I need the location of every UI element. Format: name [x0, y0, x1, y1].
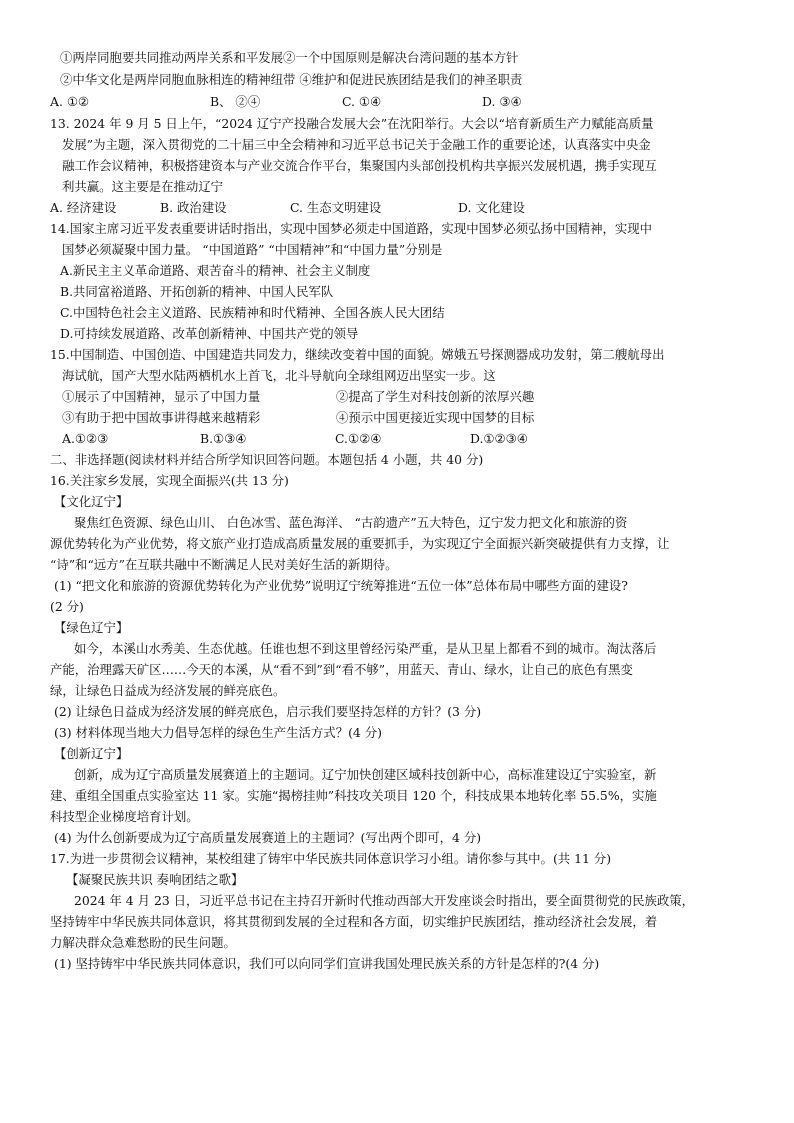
q13-options	[50, 198, 750, 218]
q13-option-c: C. 生态文明建设	[290, 200, 382, 215]
q12-option-d: D. ③④	[482, 94, 522, 109]
section-2-title: 二、非选择题(阅读材料并结合所学知识回答问题。本题包括 4 小题，共 40 分)	[50, 452, 484, 467]
q12-option-c: C. ①④	[342, 94, 382, 109]
q13-stem-line1: 13. 2024 年 9 月 5 日上午，“2024 辽宁产投融合发展大会”在沈阳举行。大会以“培育新质生产力赋能高质量	[50, 116, 654, 131]
q15-statement-4: ④预示中国更接近实现中国梦的目标	[336, 410, 535, 425]
q12-statement-line1: ①两岸同胞要共同推动两岸关系和平发展②一个中国原则是解决台湾问题的基本方针	[60, 50, 519, 65]
q15-option-a: A.①②③	[62, 431, 109, 446]
q16-sub2: (2) 让绿色日益成为经济发展的鲜亮底色，启示我们要坚持怎样的方针？(3 分)	[54, 704, 482, 719]
q16-sub1: (1) “把文化和旅游的资源优势转化为产业优势”说明辽宁统筹推进“五位一体”总体布局中哪些方面的建设?	[54, 578, 628, 593]
q17-para-line2: 坚持铸牢中华民族共同体意识，将其贯彻到发展的全过程和各方面，切实维护民族团结，推动经济社会发展，着	[50, 914, 658, 929]
q17-para-line1: 2024 年 4 月 23 日，习近平总书记在主持召开新时代推动西部大开发座谈会时指出，要全面贯彻党的民族政策，	[74, 893, 695, 908]
q16-sub4: (4) 为什么创新要成为辽宁高质量发展赛道上的主题词？(写出两个即可，4 分)	[54, 830, 482, 845]
q12-option-a: A. ①②	[50, 94, 90, 109]
q15-statement-1: ①展示了中国精神，显示了中国力量	[62, 389, 261, 404]
q17-sub1: (1) 坚持铸牢中华民族共同体意识，我们可以向同学们宣讲我国处理民族关系的方针是怎样的?(4 分)	[54, 956, 600, 971]
q16-green-heading: 【绿色辽宁】	[54, 620, 129, 635]
q15-option-c: C.①②④	[335, 431, 382, 446]
q12-option-b: B、 ②④	[210, 94, 261, 109]
q16-culture-para-line3: “诗”和“远方”在互联共融中不断满足人民对美好生活的新期待。	[50, 557, 398, 572]
q16-innovation-heading: 【创新辽宁】	[54, 746, 129, 761]
q13-stem-line4: 利共赢。这主要是在推动辽宁	[62, 179, 224, 194]
q14-option-a: A.新民主主义革命道路、艰苦奋斗的精神、社会主义制度	[60, 263, 371, 278]
q15-option-d: D.①②③④	[470, 431, 528, 446]
q17-para-line3: 力解决群众急难愁盼的民生问题。	[50, 935, 236, 950]
q16-innovation-para-line3: 科技型企业梯度培育计划。	[50, 809, 199, 824]
q13-option-d: D. 文化建设	[458, 200, 525, 215]
q16-sub1-score: (2 分)	[50, 599, 84, 614]
q15-statement-3: ③有助于把中国故事讲得越来越精彩	[62, 410, 261, 425]
q15-stem-line1: 15.中国制造、中国创造、中国建造共同发力，继续改变着中国的面貌。嫦娥五号探测器成功发射，第二艘航母出	[50, 347, 665, 362]
q13-option-a: A. 经济建设	[50, 200, 117, 215]
q14-stem-line2: 国梦必须凝聚中国力量。 “中国道路” “中国精神”和“中国力量”分别是	[62, 242, 443, 257]
q15-options	[50, 429, 750, 449]
q15-option-b: B.①③④	[200, 431, 247, 446]
q17-heading: 【凝聚民族共识 奏响团结之歌】	[66, 872, 244, 887]
q12-options	[50, 92, 750, 112]
q14-stem-line1: 14.国家主席习近平发表重要讲话时指出，实现中国梦必须走中国道路，实现中国梦必须弘扬中国精神，实现中	[50, 221, 653, 236]
q16-green-para-line3: 绿，让绿色日益成为经济发展的鲜亮底色。	[50, 683, 286, 698]
q16-culture-heading: 【文化辽宁】	[54, 494, 129, 509]
q16-innovation-para-line2: 建、重组全国重点实验室达 11 家。实施“揭榜挂帅”科技攻关项目 120 个，科技成果本地转化率 55.5%，实施	[50, 788, 657, 803]
q15-stem-line2: 海试航，国产大型水陆两栖机水上首飞，北斗导航向全球组网迈出坚实一步。这	[62, 368, 496, 383]
q14-option-c: C.中国特色社会主义道路、民族精神和时代精神、全国各族人民大团结	[60, 305, 445, 320]
q16-sub3: (3) 材料体现当地大力倡导怎样的绿色生产生活方式？(4 分)	[54, 725, 382, 740]
q13-stem-line3: 融工作会议精神，积极搭建资本与产业交流合作平台，集聚国内头部创投机构共享振兴发展机遇，携手实现互	[62, 158, 657, 173]
q12-statement-line2: ②中华文化是两岸同胞血脉相连的精神纽带 ④维护和促进民族团结是我们的神圣职责	[60, 72, 523, 87]
q16-culture-para-line2: 源优势转化为产业优势，将文旅产业打造成高质量发展的重要抓手，为实现辽宁全面振兴新突破提供有力支撑，让	[50, 536, 670, 551]
q16-innovation-para-line1: 创新，成为辽宁高质量发展赛道上的主题词。辽宁加快创建区域科技创新中心，高标准建设辽宁实验室，新	[74, 767, 657, 782]
q14-option-d: D.可持续发展道路、改革创新精神、中国共产党的领导	[60, 326, 359, 341]
q13-stem-line2: 发展”为主题，深入贯彻党的二十届三中全会精神和习近平总书记关于金融工作的重要论述，认真落实中央金	[62, 137, 651, 152]
q16-green-para-line2: 产能，治理露天矿区……今天的本溪，从“看不到”到“看不够”，用蓝天、青山、绿水，让自己的底色有黑变	[50, 662, 633, 677]
q15-statement-2: ②提高了学生对科技创新的浓厚兴趣	[336, 389, 535, 404]
q14-option-b: B.共同富裕道路、开拓创新的精神、中国人民军队	[60, 284, 334, 299]
q17-title: 17.为进一步贯彻会议精神，某校组建了铸牢中华民族共同体意识学习小组。请你参与其中。(共 11 分)	[50, 851, 612, 866]
q16-green-para-line1: 如今，本溪山水秀美、生态优越。任谁也想不到这里曾经污染严重，是从卫星上都看不到的城市。淘汰落后	[74, 641, 657, 656]
q16-culture-para-line1: 聚焦红色资源、绿色山川、 白色冰雪、蓝色海洋、 “古韵遗产”五大特色，辽宁发力把文化和旅游的资	[74, 515, 628, 530]
q13-option-b: B. 政治建设	[160, 200, 227, 215]
q16-title: 16.关注家乡发展，实现全面振兴(共 13 分)	[50, 473, 289, 488]
